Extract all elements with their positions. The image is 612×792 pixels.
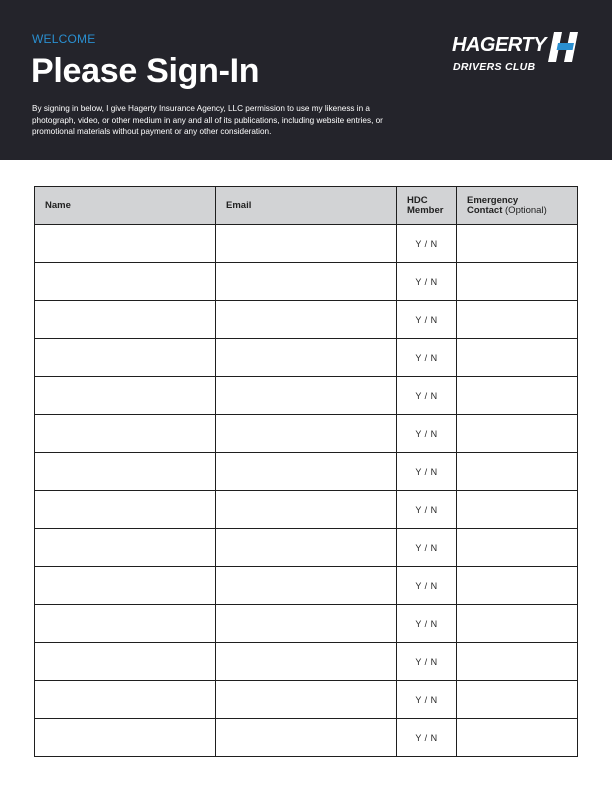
table-row (35, 301, 578, 339)
emergency-contact-cell[interactable] (457, 643, 578, 681)
table-row (35, 225, 578, 263)
email-cell[interactable] (216, 643, 397, 681)
email-cell[interactable] (216, 301, 397, 339)
table-row (35, 529, 578, 567)
table-body (35, 225, 578, 757)
email-cell[interactable] (216, 453, 397, 491)
email-cell[interactable] (216, 415, 397, 453)
name-cell[interactable] (35, 681, 216, 719)
emergency-contact-cell[interactable] (457, 567, 578, 605)
emergency-contact-cell[interactable] (457, 301, 578, 339)
table-row (35, 453, 578, 491)
emergency-contact-cell[interactable] (457, 529, 578, 567)
table-row (35, 643, 578, 681)
logo-subtitle: DRIVERS CLUB (453, 61, 536, 73)
hdc-member-cell[interactable]: Y / N (397, 377, 457, 415)
name-cell[interactable] (35, 719, 216, 757)
email-cell[interactable] (216, 567, 397, 605)
hdc-member-cell[interactable]: Y / N (397, 453, 457, 491)
table-row (35, 567, 578, 605)
hdc-member-cell[interactable]: Y / N (397, 719, 457, 757)
name-cell[interactable] (35, 377, 216, 415)
name-cell[interactable] (35, 301, 216, 339)
emergency-contact-cell[interactable] (457, 415, 578, 453)
name-cell[interactable] (35, 567, 216, 605)
table-header-row (35, 187, 578, 225)
hdc-member-cell[interactable]: Y / N (397, 225, 457, 263)
emergency-contact-cell[interactable] (457, 491, 578, 529)
table-row (35, 681, 578, 719)
table-row (35, 415, 578, 453)
column-header-name: Name (35, 187, 216, 225)
email-cell[interactable] (216, 225, 397, 263)
name-cell[interactable] (35, 339, 216, 377)
emergency-contact-cell[interactable] (457, 719, 578, 757)
email-cell[interactable] (216, 719, 397, 757)
column-header-email: Email (216, 187, 397, 225)
email-cell[interactable] (216, 529, 397, 567)
name-cell[interactable] (35, 415, 216, 453)
column-header-emergency-contact: Emergency Contact (Optional) (457, 187, 578, 225)
name-cell[interactable] (35, 605, 216, 643)
table-row (35, 719, 578, 757)
emergency-contact-cell[interactable] (457, 681, 578, 719)
table-row (35, 339, 578, 377)
name-cell[interactable] (35, 453, 216, 491)
name-cell[interactable] (35, 643, 216, 681)
hdc-member-cell[interactable]: Y / N (397, 681, 457, 719)
email-cell[interactable] (216, 605, 397, 643)
welcome-label: WELCOME (32, 32, 96, 46)
signin-table (34, 186, 578, 757)
hdc-member-cell[interactable]: Y / N (397, 567, 457, 605)
table-row (35, 491, 578, 529)
hdc-member-cell[interactable]: Y / N (397, 263, 457, 301)
emergency-contact-cell[interactable] (457, 225, 578, 263)
hdc-member-cell[interactable]: Y / N (397, 529, 457, 567)
header-banner (0, 0, 612, 160)
name-cell[interactable] (35, 225, 216, 263)
page-title: Please Sign-In (31, 52, 260, 90)
emergency-contact-cell[interactable] (457, 263, 578, 301)
name-cell[interactable] (35, 529, 216, 567)
column-header-hdc-member: HDC Member (397, 187, 457, 225)
emergency-contact-cell[interactable] (457, 377, 578, 415)
emergency-contact-cell[interactable] (457, 605, 578, 643)
name-cell[interactable] (35, 263, 216, 301)
table-row (35, 377, 578, 415)
emergency-contact-cell[interactable] (457, 453, 578, 491)
email-cell[interactable] (216, 377, 397, 415)
hagerty-h-icon (546, 30, 582, 64)
table-row (35, 263, 578, 301)
hdc-member-cell[interactable]: Y / N (397, 415, 457, 453)
table-row (35, 605, 578, 643)
hdc-member-cell[interactable]: Y / N (397, 491, 457, 529)
hdc-member-cell[interactable]: Y / N (397, 301, 457, 339)
name-cell[interactable] (35, 491, 216, 529)
email-cell[interactable] (216, 263, 397, 301)
hdc-member-cell[interactable]: Y / N (397, 605, 457, 643)
hdc-member-cell[interactable]: Y / N (397, 643, 457, 681)
hdc-member-cell[interactable]: Y / N (397, 339, 457, 377)
email-cell[interactable] (216, 491, 397, 529)
email-cell[interactable] (216, 681, 397, 719)
email-cell[interactable] (216, 339, 397, 377)
hagerty-logo (450, 30, 585, 78)
logo-wordmark: HAGERTY (452, 34, 546, 56)
consent-text: By signing in below, I give Hagerty Insurance Agency, LLC permission to use my likeness in a photograph, video, or other medium in any and all of its publications, including website entries, or promotional materials without payment or any other consideration. (32, 104, 383, 136)
emergency-contact-cell[interactable] (457, 339, 578, 377)
